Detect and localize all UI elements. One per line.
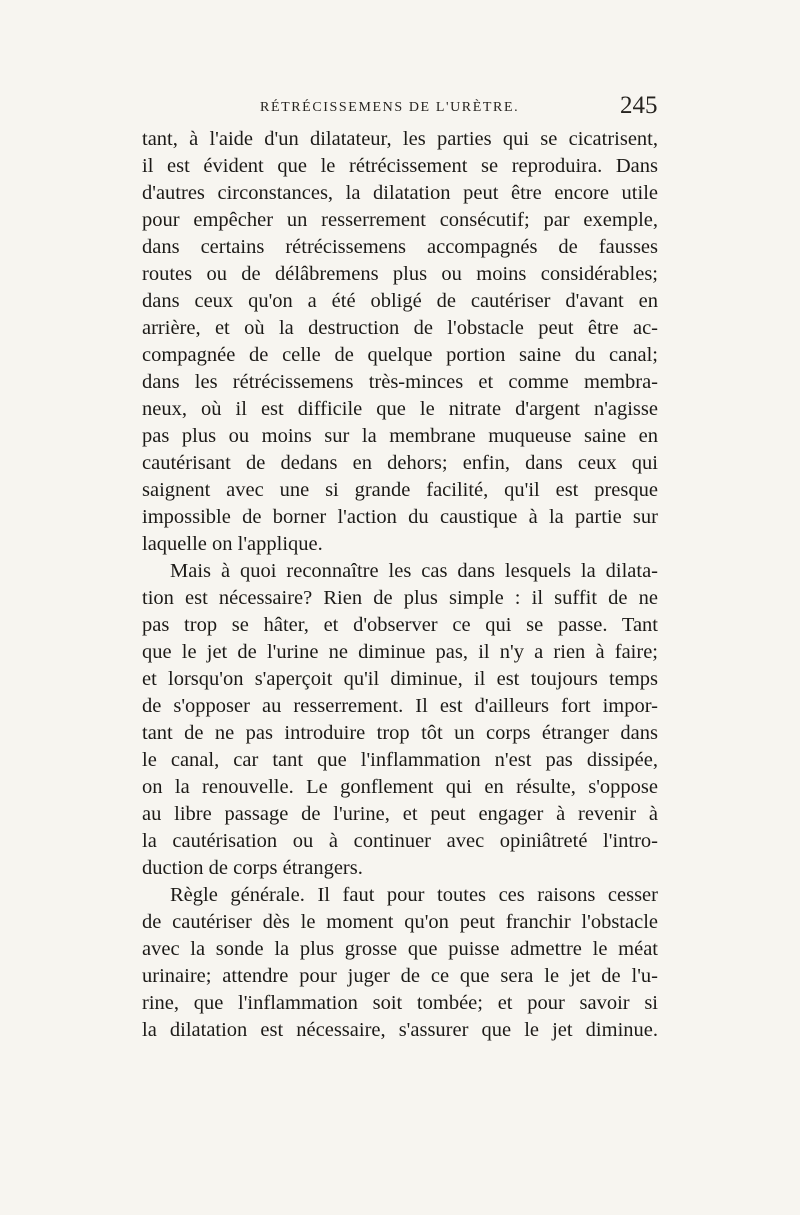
text-line: la cautérisation ou à continuer avec opiniâtreté l'intro-	[142, 830, 658, 852]
text-line: et lorsqu'on s'aperçoit qu'il diminue, il est toujours temps	[142, 668, 658, 690]
text-line: pas trop se hâter, et d'observer ce qui se passe. Tant	[142, 614, 658, 636]
text-line: le canal, car tant que l'inflammation n'est pas dissipée,	[142, 749, 658, 771]
text-line: tant, à l'aide d'un dilatateur, les parties qui se cicatrisent,	[142, 128, 658, 150]
text-line: pour empêcher un resserrement consécutif; par exemple,	[142, 209, 658, 231]
text-line: Règle générale. Il faut pour toutes ces raisons cesser	[170, 884, 658, 906]
text-line: on la renouvelle. Le gonflement qui en résulte, s'oppose	[142, 776, 658, 798]
text-line: dans les rétrécissemens très-minces et comme membra-	[142, 371, 658, 393]
page-number: 245	[620, 92, 658, 119]
text-line: arrière, et où la destruction de l'obstacle peut être ac-	[142, 317, 658, 339]
text-line: compagnée de celle de quelque portion saine du canal;	[142, 344, 658, 366]
text-line: que le jet de l'urine ne diminue pas, il n'y a rien à faire;	[142, 641, 658, 663]
body-text	[142, 126, 658, 1044]
text-line: de cautériser dès le moment qu'on peut franchir l'obstacle	[142, 911, 658, 933]
text-line: dans ceux qu'on a été obligé de cautériser d'avant en	[142, 290, 658, 312]
text-line: laquelle on l'applique.	[142, 533, 323, 555]
text-line: urinaire; attendre pour juger de ce que sera le jet de l'u-	[142, 965, 658, 987]
text-line: routes ou de délâbremens plus ou moins considérables;	[142, 263, 658, 285]
text-line: d'autres circonstances, la dilatation peut être encore utile	[142, 182, 658, 204]
text-line: Mais à quoi reconnaître les cas dans lesquels la dilata-	[170, 560, 658, 582]
text-line: il est évident que le rétrécissement se reproduira. Dans	[142, 155, 658, 177]
text-line: pas plus ou moins sur la membrane muqueuse saine en	[142, 425, 658, 447]
text-line: de s'opposer au resserrement. Il est d'ailleurs fort impor-	[142, 695, 658, 717]
text-line: cautérisant de dedans en dehors; enfin, dans ceux qui	[142, 452, 658, 474]
text-line: tant de ne pas introduire trop tôt un corps étranger dans	[142, 722, 658, 744]
text-line: au libre passage de l'urine, et peut engager à revenir à	[142, 803, 658, 825]
text-line: duction de corps étrangers.	[142, 857, 363, 879]
text-line: avec la sonde la plus grosse que puisse admettre le méat	[142, 938, 658, 960]
text-line: dans certains rétrécissemens accompagnés de fausses	[142, 236, 658, 258]
text-line: impossible de borner l'action du caustique à la partie sur	[142, 506, 658, 528]
text-line: neux, où il est difficile que le nitrate d'argent n'agisse	[142, 398, 658, 420]
text-line: tion est nécessaire? Rien de plus simple : il suffit de ne	[142, 587, 658, 609]
text-line: la dilatation est nécessaire, s'assurer que le jet diminue.	[142, 1019, 658, 1041]
running-head: RÉTRÉCISSEMENS DE L'URÈTRE.	[260, 100, 520, 115]
text-line: rine, que l'inflammation soit tombée; et pour savoir si	[142, 992, 658, 1014]
text-line: saignent avec une si grande facilité, qu'il est presque	[142, 479, 658, 501]
page-header	[0, 92, 800, 122]
